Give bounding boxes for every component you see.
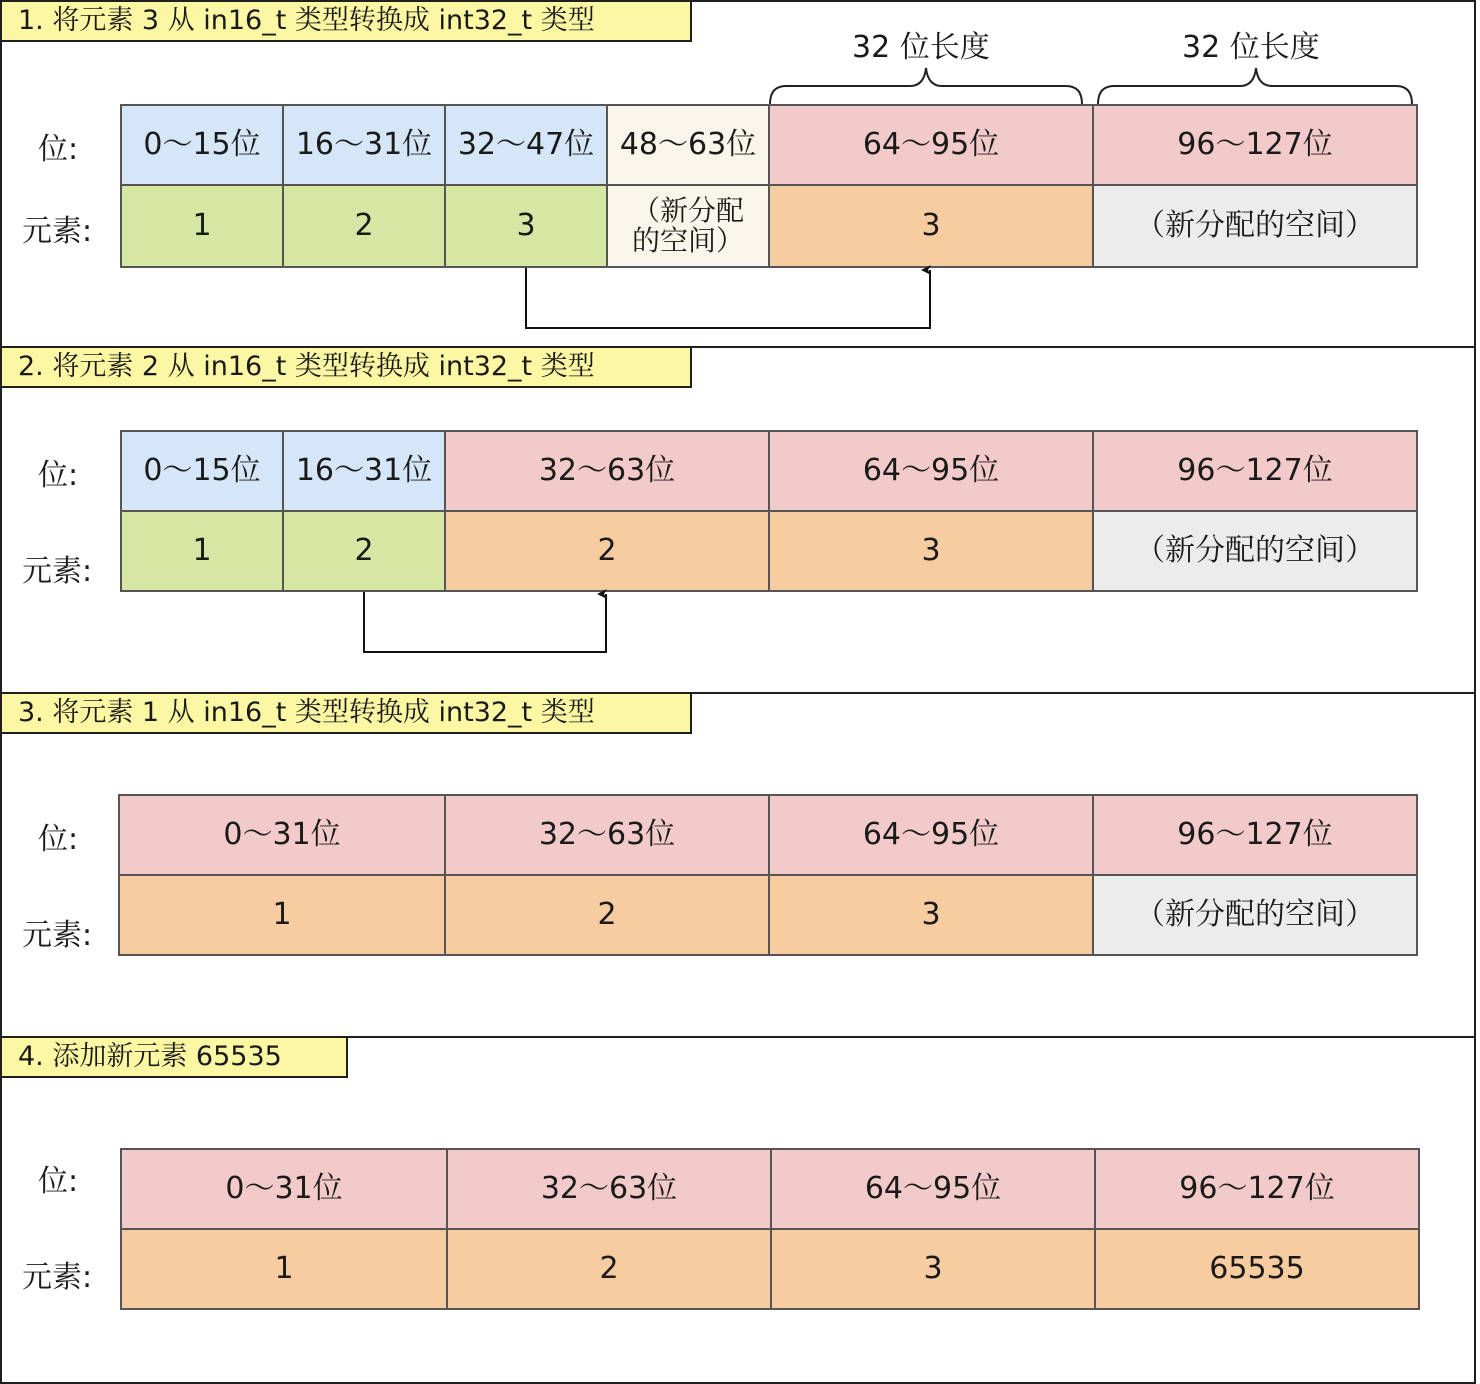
bit-cell: 64～95位 — [768, 430, 1094, 512]
element-cell: 1 — [120, 1228, 448, 1310]
element-cell: （新分配的空间） — [1092, 874, 1418, 956]
step-3-title: 3. 将元素 1 从 in16_t 类型转换成 int32_t 类型 — [2, 694, 692, 734]
bit-cell: 96～127位 — [1092, 430, 1418, 512]
element-row-label: 元素: — [22, 918, 93, 953]
bit-cell: 96～127位 — [1092, 794, 1418, 876]
bit-row-label: 位: — [38, 1164, 79, 1199]
bit-cell: 0～15位 — [120, 104, 284, 186]
element-cell: 2 — [446, 1228, 772, 1310]
bit-cell: 64～95位 — [770, 1148, 1096, 1230]
element-cell: 2 — [282, 184, 446, 268]
element-cell: 3 — [444, 184, 608, 268]
bit-cell: 16～31位 — [282, 104, 446, 186]
bit-cell: 96～127位 — [1094, 1148, 1420, 1230]
element-cell: （新分配的空间） — [1092, 184, 1418, 268]
element-cell: 2 — [444, 510, 770, 592]
bit-cell: 0～31位 — [118, 794, 446, 876]
bit-cell: 16～31位 — [282, 430, 446, 512]
element-cell: 3 — [768, 184, 1094, 268]
bit-cell: 48～63位 — [606, 104, 770, 186]
element-row-label: 元素: — [22, 214, 93, 249]
element-cell: 3 — [768, 510, 1094, 592]
bit-cell: 64～95位 — [768, 104, 1094, 186]
element-cell: （新分配的空间） — [606, 184, 770, 268]
length-label-1: 32 位长度 — [852, 30, 990, 65]
bit-cell: 96～127位 — [1092, 104, 1418, 186]
element-row-label: 元素: — [22, 1260, 93, 1295]
length-label-2: 32 位长度 — [1182, 30, 1320, 65]
element-cell: 65535 — [1094, 1228, 1420, 1310]
element-cell: 2 — [282, 510, 446, 592]
bit-cell: 0～15位 — [120, 430, 284, 512]
bit-row-label: 位: — [38, 458, 79, 493]
element-cell: 3 — [770, 1228, 1096, 1310]
bit-row-label: 位: — [38, 822, 79, 857]
bit-cell: 32～63位 — [444, 430, 770, 512]
element-cell: 2 — [444, 874, 770, 956]
element-row-label: 元素: — [22, 554, 93, 589]
bit-row-label: 位: — [38, 132, 79, 167]
bit-cell: 64～95位 — [768, 794, 1094, 876]
element-cell: 1 — [118, 874, 446, 956]
bit-cell: 32～47位 — [444, 104, 608, 186]
element-cell: 1 — [120, 510, 284, 592]
step-1-title: 1. 将元素 3 从 in16_t 类型转换成 int32_t 类型 — [2, 2, 692, 42]
step-2-title: 2. 将元素 2 从 in16_t 类型转换成 int32_t 类型 — [2, 348, 692, 388]
element-cell: （新分配的空间） — [1092, 510, 1418, 592]
bit-cell: 32～63位 — [444, 794, 770, 876]
step-4-title: 4. 添加新元素 65535 — [2, 1038, 348, 1078]
bit-cell: 32～63位 — [446, 1148, 772, 1230]
element-cell: 1 — [120, 184, 284, 268]
element-cell: 3 — [768, 874, 1094, 956]
bit-cell: 0～31位 — [120, 1148, 448, 1230]
